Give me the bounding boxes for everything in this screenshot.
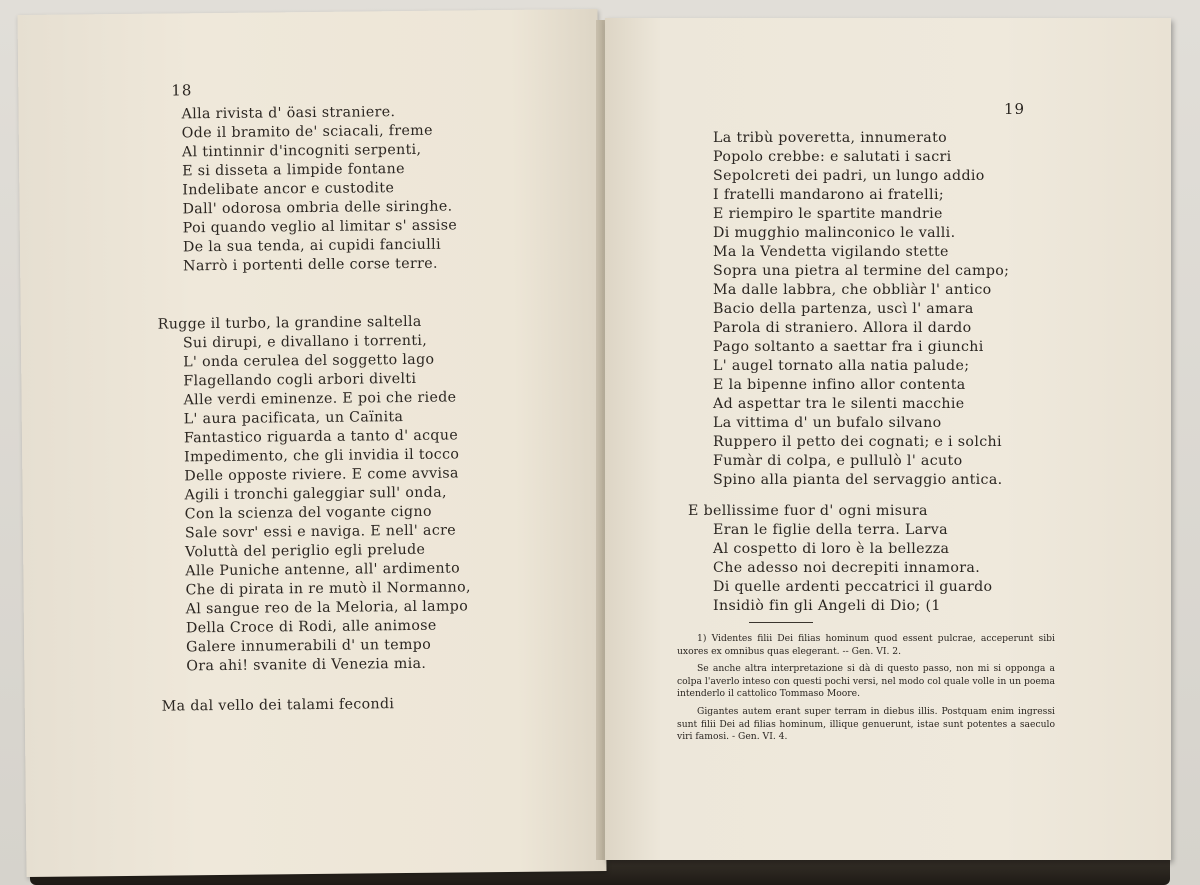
verse-line: Eran le figlie della terra. Larva (713, 522, 948, 538)
footnotes (677, 622, 1055, 749)
verse-line: Al sangue reo de la Meloria, al lampo (185, 598, 469, 618)
verse-line: Al tintinnir d'incogniti serpenti, (181, 141, 422, 161)
verse-line: Poi quando veglio al limitar s' assise (182, 217, 458, 237)
verse-line: L' augel tornato alla natia palude; (713, 358, 970, 374)
verse-line: Indelibate ancor e custodite (182, 180, 395, 199)
stanza (713, 129, 1009, 490)
verse-line: L' onda cerulea del soggetto lago (183, 351, 435, 371)
verse-line: Ode il bramito de' sciacali, freme (181, 122, 433, 142)
verse-line: La tribù poveretta, innumerato (713, 130, 948, 146)
verse-line: Fantastico riguarda a tanto d' acque (183, 427, 459, 447)
verse-line: Alle verdi eminenze. E poi che riede (183, 389, 457, 409)
verse-line: Parola di straniero. Allora il dardo (713, 320, 972, 336)
stanza (688, 502, 992, 616)
verse-line: Ad aspettar tra le silenti macchie (713, 396, 965, 412)
verse-line: Di quelle ardenti peccatrici il guardo (713, 579, 993, 595)
verse-line: La vittima d' un bufalo silvano (713, 415, 942, 431)
verse-line: Narrò i portenti delle corse terre. (183, 255, 438, 275)
footnote: Gigantes autem erant super terram in diebus illis. Postquam enim ingressi sunt filii Dei ad filias hominum, illique genuerunt, istae sunt potentes a saeculo viri famosi. - Gen. VI. 4. (677, 705, 1055, 743)
verse-line: E la bipenne infino allor contenta (713, 377, 966, 393)
verse-line: Dall' odorosa ombria delle siringhe. (182, 198, 453, 218)
verse-line: Pago soltanto a saettar fra i giunchi (713, 339, 984, 355)
verse-line: Spino alla pianta del servaggio antica. (713, 472, 1003, 488)
verse-line: Delle opposte riviere. E come avvisa (184, 465, 459, 485)
verse-line: Insidiò fin gli Angeli di Dio; (1 (713, 598, 941, 614)
verse-line: Ma dal vello dei talami fecondi (161, 696, 395, 715)
verse-line: Ma la Vendetta vigilando stette (713, 244, 949, 260)
verse-line: Galere innumerabili d' un tempo (186, 636, 432, 656)
verse-line: Bacio della partenza, uscì l' amara (713, 301, 974, 317)
verse-line: Che di pirata in re mutò il Normanno, (185, 579, 471, 599)
left-page (18, 9, 607, 877)
verse-line: Al cospetto di loro è la bellezza (713, 541, 950, 557)
verse-line: L' aura pacificata, un Caïnita (183, 409, 404, 428)
page-number: 18 (171, 81, 193, 100)
verse-line: Sepolcreti dei padri, un lungo addio (713, 168, 985, 184)
right-page (605, 18, 1171, 860)
verse-line: Agili i tronchi galeggiar sull' onda, (184, 484, 447, 504)
page-number: 19 (1004, 100, 1026, 118)
verse-line: De la sua tenda, ai cupidi fanciulli (182, 236, 442, 256)
verse-line: Con la scienza del vogante cigno (184, 503, 432, 523)
verse-line: Sale sovr' essi e naviga. E nell' acre (184, 522, 457, 542)
stanza (181, 102, 457, 276)
verse-line: Della Croce di Rodi, alle animose (185, 617, 437, 637)
verse-line: Di mugghio malinconico le valli. (713, 225, 956, 241)
verse-line: Sopra una pietra al termine del campo; (713, 263, 1010, 279)
verse-line: Alle Puniche antenne, all' ardimento (185, 560, 460, 580)
verse-line: Ruppero il petto dei cognati; e i solchi (713, 434, 1002, 450)
verse-line: Fumàr di colpa, e pullulò l' acuto (713, 453, 963, 469)
verse-line: Flagellando cogli arbori divelti (183, 370, 417, 390)
footnote-rule (749, 622, 813, 623)
stanza (158, 312, 472, 676)
stanza (162, 695, 395, 716)
footnote: Se anche altra interpretazione si dà di questo passo, non mi si opponga a colpa l'averlo inteso con questi pochi versi, nel modo col quale volle in un poema intenderlo il cattolico Tommaso Moore. (677, 663, 1055, 700)
verse-line: E bellissime fuor d' ogni misura (688, 503, 928, 519)
verse-line: Impedimento, che gli invidia il tocco (184, 446, 460, 466)
verse-line: Che adesso noi decrepiti innamora. (713, 560, 981, 576)
verse-line: Sui dirupi, e divallano i torrenti, (182, 332, 428, 352)
verse-line: E riempiro le spartite mandrie (713, 206, 943, 222)
verse-line: Voluttà del periglio egli prelude (185, 541, 426, 561)
verse-line: Ma dalle labbra, che obbliàr l' antico (713, 282, 992, 298)
verse-line: Rugge il turbo, la grandine saltella (157, 313, 422, 333)
verse-line: Alla rivista d' öasi straniere. (181, 104, 396, 123)
verse-line: Popolo crebbe: e salutati i sacri (713, 149, 952, 165)
footnote: 1) Videntes filii Dei filias hominum quod essent pulcrae, acceperunt sibi uxores ex omnibus quas elegerant. -- Gen. VI. 2. (677, 633, 1055, 657)
verse-line: E si disseta a limpide fontane (182, 161, 405, 180)
verse-line: I fratelli mandarono ai fratelli; (713, 187, 944, 203)
verse-line: Ora ahi! svanite di Venezia mia. (186, 655, 427, 675)
